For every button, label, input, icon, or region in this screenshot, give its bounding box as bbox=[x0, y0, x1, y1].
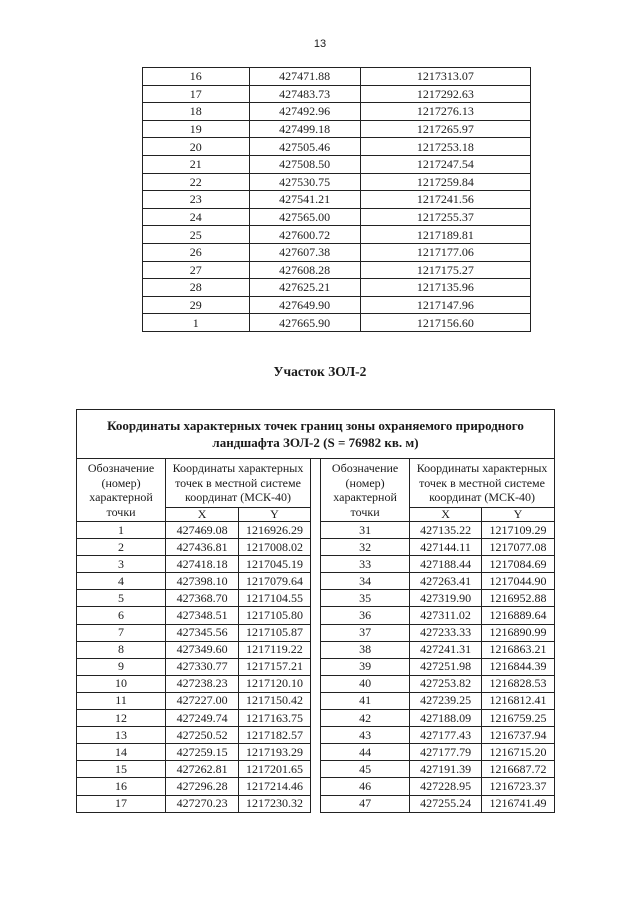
right-x-coordinate-cell: 427177.43 bbox=[410, 727, 482, 744]
right-point-number-cell: 31 bbox=[321, 522, 410, 539]
table-row bbox=[77, 658, 555, 675]
table-row bbox=[143, 138, 531, 156]
column-gap bbox=[310, 727, 320, 744]
column-gap bbox=[310, 795, 320, 812]
right-y-coordinate-cell: 1216741.49 bbox=[482, 795, 555, 812]
left-y-coordinate-cell: 1217201.65 bbox=[239, 761, 311, 778]
left-x-coordinate-cell: 427227.00 bbox=[166, 692, 239, 709]
table-row bbox=[77, 795, 555, 812]
left-y-coordinate-cell: 1217119.22 bbox=[239, 641, 311, 658]
x-coordinate-cell: 427649.90 bbox=[249, 296, 360, 314]
left-point-number-cell: 7 bbox=[77, 624, 166, 641]
column-gap bbox=[310, 556, 320, 573]
table-row bbox=[77, 692, 555, 709]
x-coordinate-cell: 427505.46 bbox=[249, 138, 360, 156]
left-point-number-cell: 3 bbox=[77, 556, 166, 573]
right-y-coordinate-cell: 1216952.88 bbox=[482, 590, 555, 607]
y-coordinate-cell: 1217313.07 bbox=[360, 68, 530, 86]
right-x-coordinate-cell: 427228.95 bbox=[410, 778, 482, 795]
right-point-number-cell: 39 bbox=[321, 658, 410, 675]
y-coordinate-cell: 1217253.18 bbox=[360, 138, 530, 156]
point-number-cell: 28 bbox=[143, 279, 250, 297]
right-x-coordinate-cell: 427239.25 bbox=[410, 692, 482, 709]
right-point-number-cell: 38 bbox=[321, 641, 410, 658]
column-gap bbox=[310, 658, 320, 675]
y-coordinate-cell: 1217156.60 bbox=[360, 314, 530, 332]
right-y-coordinate-cell: 1216723.37 bbox=[482, 778, 555, 795]
right-point-number-cell: 36 bbox=[321, 607, 410, 624]
right-point-number-cell: 46 bbox=[321, 778, 410, 795]
table-row bbox=[77, 744, 555, 761]
header-point-left: Обозначение (номер) характерной точки bbox=[77, 459, 166, 522]
right-x-coordinate-cell: 427135.22 bbox=[410, 522, 482, 539]
right-x-coordinate-cell: 427319.90 bbox=[410, 590, 482, 607]
right-x-coordinate-cell: 427233.33 bbox=[410, 624, 482, 641]
left-y-coordinate-cell: 1217045.19 bbox=[239, 556, 311, 573]
left-x-coordinate-cell: 427349.60 bbox=[166, 641, 239, 658]
point-number-cell: 23 bbox=[143, 191, 250, 209]
right-y-coordinate-cell: 1216715.20 bbox=[482, 744, 555, 761]
header-point-right: Обозначение (номер) характерной точки bbox=[321, 459, 410, 522]
y-coordinate-cell: 1217292.63 bbox=[360, 85, 530, 103]
point-number-cell: 19 bbox=[143, 120, 250, 138]
right-x-coordinate-cell: 427144.11 bbox=[410, 539, 482, 556]
left-y-coordinate-cell: 1216926.29 bbox=[239, 522, 311, 539]
table-row bbox=[77, 778, 555, 795]
y-coordinate-cell: 1217241.56 bbox=[360, 191, 530, 209]
left-x-coordinate-cell: 427250.52 bbox=[166, 727, 239, 744]
column-gap bbox=[310, 607, 320, 624]
point-number-cell: 18 bbox=[143, 103, 250, 121]
table-title: Координаты характерных точек границ зоны охраняемого природного ландшафта ЗОЛ-2 (S = 76982 кв. м) bbox=[77, 410, 555, 459]
table-row bbox=[143, 85, 531, 103]
right-point-number-cell: 41 bbox=[321, 692, 410, 709]
left-x-coordinate-cell: 427262.81 bbox=[166, 761, 239, 778]
column-gap bbox=[310, 761, 320, 778]
column-gap bbox=[310, 778, 320, 795]
table-row bbox=[143, 226, 531, 244]
right-point-number-cell: 47 bbox=[321, 795, 410, 812]
column-gap bbox=[310, 522, 320, 539]
zol2-table-body bbox=[77, 522, 555, 813]
x-coordinate-cell: 427483.73 bbox=[249, 85, 360, 103]
left-y-coordinate-cell: 1217182.57 bbox=[239, 727, 311, 744]
left-y-coordinate-cell: 1217150.42 bbox=[239, 692, 311, 709]
right-y-coordinate-cell: 1217077.08 bbox=[482, 539, 555, 556]
table-row bbox=[77, 522, 555, 539]
x-coordinate-cell: 427492.96 bbox=[249, 103, 360, 121]
right-point-number-cell: 37 bbox=[321, 624, 410, 641]
coordinates-table-continued bbox=[142, 67, 531, 332]
left-point-number-cell: 2 bbox=[77, 539, 166, 556]
y-coordinate-cell: 1217177.06 bbox=[360, 243, 530, 261]
table-row bbox=[143, 155, 531, 173]
left-y-coordinate-cell: 1217104.55 bbox=[239, 590, 311, 607]
left-point-number-cell: 14 bbox=[77, 744, 166, 761]
table-row bbox=[77, 573, 555, 590]
left-point-number-cell: 15 bbox=[77, 761, 166, 778]
right-x-coordinate-cell: 427263.41 bbox=[410, 573, 482, 590]
column-gap bbox=[310, 624, 320, 641]
right-x-coordinate-cell: 427253.82 bbox=[410, 675, 482, 692]
table-row bbox=[143, 243, 531, 261]
left-x-coordinate-cell: 427469.08 bbox=[166, 522, 239, 539]
column-gap bbox=[310, 692, 320, 709]
y-coordinate-cell: 1217189.81 bbox=[360, 226, 530, 244]
y-coordinate-cell: 1217276.13 bbox=[360, 103, 530, 121]
column-gap bbox=[310, 539, 320, 556]
right-y-coordinate-cell: 1217044.90 bbox=[482, 573, 555, 590]
column-gap bbox=[310, 459, 320, 522]
right-point-number-cell: 33 bbox=[321, 556, 410, 573]
left-x-coordinate-cell: 427259.15 bbox=[166, 744, 239, 761]
zol2-coordinates-table bbox=[76, 409, 555, 813]
point-number-cell: 26 bbox=[143, 243, 250, 261]
right-point-number-cell: 45 bbox=[321, 761, 410, 778]
point-number-cell: 1 bbox=[143, 314, 250, 332]
x-coordinate-cell: 427499.18 bbox=[249, 120, 360, 138]
right-y-coordinate-cell: 1216737.94 bbox=[482, 727, 555, 744]
point-number-cell: 16 bbox=[143, 68, 250, 86]
left-point-number-cell: 17 bbox=[77, 795, 166, 812]
table-row bbox=[143, 296, 531, 314]
header-y-right: Y bbox=[482, 508, 555, 522]
left-x-coordinate-cell: 427418.18 bbox=[166, 556, 239, 573]
table-row bbox=[143, 120, 531, 138]
page-number: 13 bbox=[313, 38, 327, 50]
left-x-coordinate-cell: 427330.77 bbox=[166, 658, 239, 675]
y-coordinate-cell: 1217135.96 bbox=[360, 279, 530, 297]
left-x-coordinate-cell: 427296.28 bbox=[166, 778, 239, 795]
right-x-coordinate-cell: 427191.39 bbox=[410, 761, 482, 778]
column-gap bbox=[310, 590, 320, 607]
table-row bbox=[77, 556, 555, 573]
right-point-number-cell: 40 bbox=[321, 675, 410, 692]
right-point-number-cell: 42 bbox=[321, 710, 410, 727]
right-x-coordinate-cell: 427311.02 bbox=[410, 607, 482, 624]
coordinates-table-continued-body bbox=[143, 68, 531, 332]
table-row bbox=[143, 191, 531, 209]
left-point-number-cell: 8 bbox=[77, 641, 166, 658]
right-y-coordinate-cell: 1216759.25 bbox=[482, 710, 555, 727]
column-gap bbox=[310, 744, 320, 761]
table-row bbox=[143, 208, 531, 226]
point-number-cell: 17 bbox=[143, 85, 250, 103]
left-y-coordinate-cell: 1217163.75 bbox=[239, 710, 311, 727]
left-y-coordinate-cell: 1217157.21 bbox=[239, 658, 311, 675]
point-number-cell: 20 bbox=[143, 138, 250, 156]
table-row bbox=[143, 314, 531, 332]
left-y-coordinate-cell: 1217105.87 bbox=[239, 624, 311, 641]
right-point-number-cell: 44 bbox=[321, 744, 410, 761]
x-coordinate-cell: 427600.72 bbox=[249, 226, 360, 244]
y-coordinate-cell: 1217175.27 bbox=[360, 261, 530, 279]
left-x-coordinate-cell: 427270.23 bbox=[166, 795, 239, 812]
table-row bbox=[77, 675, 555, 692]
right-y-coordinate-cell: 1216828.53 bbox=[482, 675, 555, 692]
column-gap bbox=[310, 710, 320, 727]
point-number-cell: 25 bbox=[143, 226, 250, 244]
x-coordinate-cell: 427665.90 bbox=[249, 314, 360, 332]
column-gap bbox=[310, 641, 320, 658]
x-coordinate-cell: 427530.75 bbox=[249, 173, 360, 191]
left-y-coordinate-cell: 1217008.02 bbox=[239, 539, 311, 556]
x-coordinate-cell: 427625.21 bbox=[249, 279, 360, 297]
right-x-coordinate-cell: 427251.98 bbox=[410, 658, 482, 675]
right-y-coordinate-cell: 1217109.29 bbox=[482, 522, 555, 539]
column-gap bbox=[310, 573, 320, 590]
right-point-number-cell: 43 bbox=[321, 727, 410, 744]
table-row bbox=[143, 68, 531, 86]
table-row bbox=[77, 641, 555, 658]
y-coordinate-cell: 1217147.96 bbox=[360, 296, 530, 314]
left-y-coordinate-cell: 1217105.80 bbox=[239, 607, 311, 624]
left-y-coordinate-cell: 1217079.64 bbox=[239, 573, 311, 590]
right-y-coordinate-cell: 1216812.41 bbox=[482, 692, 555, 709]
left-point-number-cell: 10 bbox=[77, 675, 166, 692]
right-y-coordinate-cell: 1216844.39 bbox=[482, 658, 555, 675]
y-coordinate-cell: 1217247.54 bbox=[360, 155, 530, 173]
x-coordinate-cell: 427565.00 bbox=[249, 208, 360, 226]
left-x-coordinate-cell: 427398.10 bbox=[166, 573, 239, 590]
right-y-coordinate-cell: 1216687.72 bbox=[482, 761, 555, 778]
table-row bbox=[143, 173, 531, 191]
point-number-cell: 24 bbox=[143, 208, 250, 226]
table-row bbox=[77, 590, 555, 607]
y-coordinate-cell: 1217265.97 bbox=[360, 120, 530, 138]
point-number-cell: 29 bbox=[143, 296, 250, 314]
table-row bbox=[77, 727, 555, 744]
left-point-number-cell: 4 bbox=[77, 573, 166, 590]
right-x-coordinate-cell: 427188.09 bbox=[410, 710, 482, 727]
left-y-coordinate-cell: 1217193.29 bbox=[239, 744, 311, 761]
x-coordinate-cell: 427608.28 bbox=[249, 261, 360, 279]
table-row bbox=[143, 103, 531, 121]
left-point-number-cell: 13 bbox=[77, 727, 166, 744]
left-point-number-cell: 9 bbox=[77, 658, 166, 675]
right-point-number-cell: 35 bbox=[321, 590, 410, 607]
y-coordinate-cell: 1217259.84 bbox=[360, 173, 530, 191]
table-row bbox=[77, 624, 555, 641]
right-point-number-cell: 32 bbox=[321, 539, 410, 556]
table-row bbox=[77, 710, 555, 727]
y-coordinate-cell: 1217255.37 bbox=[360, 208, 530, 226]
left-point-number-cell: 16 bbox=[77, 778, 166, 795]
header-x-right: X bbox=[410, 508, 482, 522]
x-coordinate-cell: 427541.21 bbox=[249, 191, 360, 209]
right-y-coordinate-cell: 1216889.64 bbox=[482, 607, 555, 624]
header-y-left: Y bbox=[239, 508, 311, 522]
left-point-number-cell: 1 bbox=[77, 522, 166, 539]
left-point-number-cell: 6 bbox=[77, 607, 166, 624]
right-x-coordinate-cell: 427177.79 bbox=[410, 744, 482, 761]
left-point-number-cell: 5 bbox=[77, 590, 166, 607]
header-coords-right: Координаты характерных точек в местной системе координат (МСК-40) bbox=[410, 459, 555, 508]
left-x-coordinate-cell: 427249.74 bbox=[166, 710, 239, 727]
point-number-cell: 21 bbox=[143, 155, 250, 173]
section-heading: Участок ЗОЛ-2 bbox=[273, 364, 367, 379]
left-x-coordinate-cell: 427348.51 bbox=[166, 607, 239, 624]
right-x-coordinate-cell: 427188.44 bbox=[410, 556, 482, 573]
column-gap bbox=[310, 675, 320, 692]
table-row bbox=[143, 279, 531, 297]
left-point-number-cell: 12 bbox=[77, 710, 166, 727]
x-coordinate-cell: 427508.50 bbox=[249, 155, 360, 173]
table-row bbox=[77, 761, 555, 778]
right-x-coordinate-cell: 427241.31 bbox=[410, 641, 482, 658]
right-y-coordinate-cell: 1216863.21 bbox=[482, 641, 555, 658]
left-y-coordinate-cell: 1217120.10 bbox=[239, 675, 311, 692]
table-row bbox=[77, 607, 555, 624]
x-coordinate-cell: 427607.38 bbox=[249, 243, 360, 261]
left-x-coordinate-cell: 427368.70 bbox=[166, 590, 239, 607]
left-y-coordinate-cell: 1217230.32 bbox=[239, 795, 311, 812]
left-point-number-cell: 11 bbox=[77, 692, 166, 709]
left-x-coordinate-cell: 427345.56 bbox=[166, 624, 239, 641]
table-row bbox=[143, 261, 531, 279]
right-point-number-cell: 34 bbox=[321, 573, 410, 590]
point-number-cell: 22 bbox=[143, 173, 250, 191]
x-coordinate-cell: 427471.88 bbox=[249, 68, 360, 86]
left-x-coordinate-cell: 427238.23 bbox=[166, 675, 239, 692]
right-x-coordinate-cell: 427255.24 bbox=[410, 795, 482, 812]
header-coords-left: Координаты характерных точек в местной системе координат (МСК-40) bbox=[166, 459, 311, 508]
header-x-left: X bbox=[166, 508, 239, 522]
point-number-cell: 27 bbox=[143, 261, 250, 279]
table-row bbox=[77, 539, 555, 556]
left-y-coordinate-cell: 1217214.46 bbox=[239, 778, 311, 795]
right-y-coordinate-cell: 1217084.69 bbox=[482, 556, 555, 573]
right-y-coordinate-cell: 1216890.99 bbox=[482, 624, 555, 641]
left-x-coordinate-cell: 427436.81 bbox=[166, 539, 239, 556]
